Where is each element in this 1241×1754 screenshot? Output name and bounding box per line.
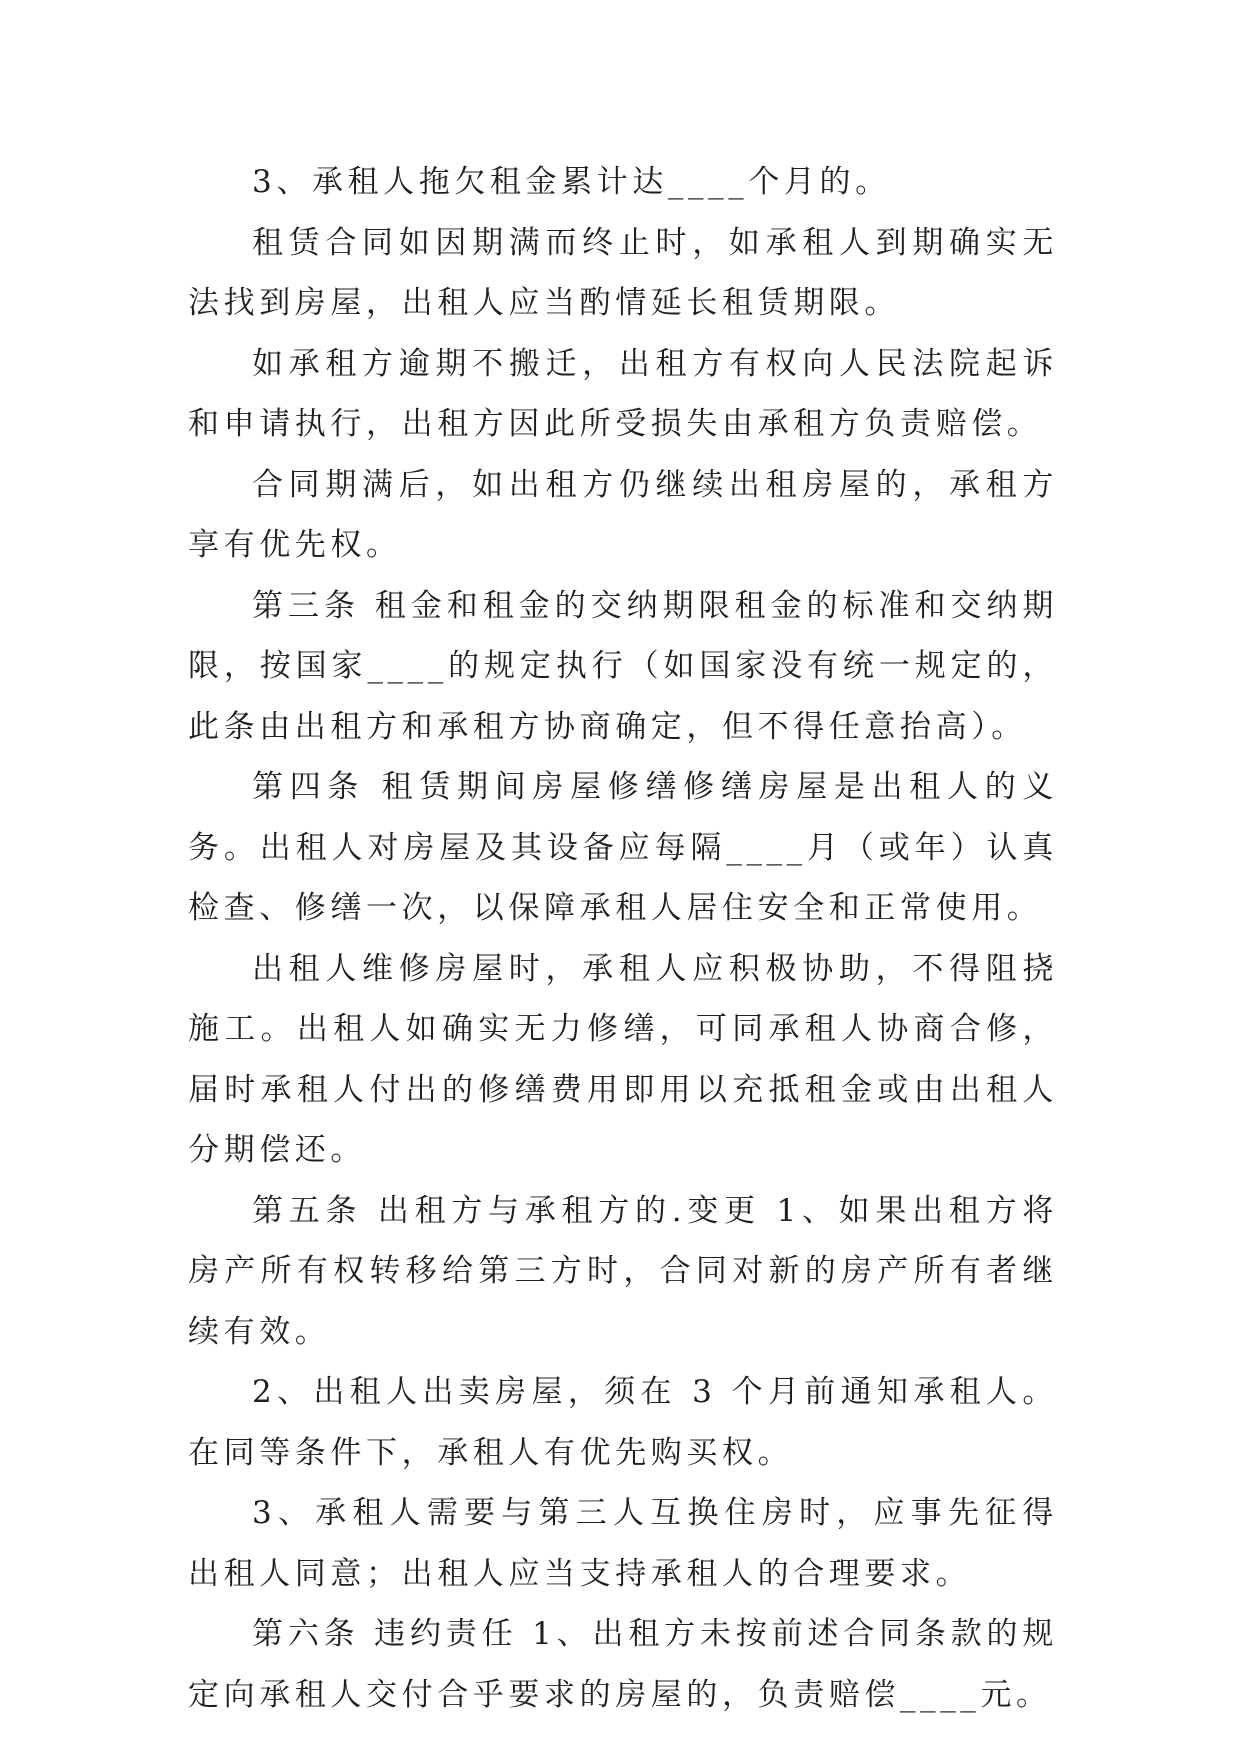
- paragraph-article-6-liability: 第六条 违约责任 1、出租方未按前述合同条款的规定向承租人交付合乎要求的房屋的，负责赔偿____元。: [188, 1616, 1058, 1713]
- paragraph-housing-exchange: 3、承租人需要与第三人互换住房时，应事先征得出租人同意；出租人应当支持承租人的合理要求。: [188, 1495, 1058, 1592]
- paragraph-article-4-repairs: 第四条 租赁期间房屋修缮修缮房屋是出租人的义务。出租人对房屋及其设备应每隔____月（或年）认真检查、修缮一次，以保障承租人居住安全和正常使用。: [188, 769, 1058, 926]
- paragraph-arrears-clause: 3、承租人拖欠租金累计达____个月的。: [252, 164, 891, 200]
- paragraph-repair-cooperation: 出租人维修房屋时，承租人应积极协助，不得阻挠施工。出租人如确实无力修缮，可同承租人协商合修，届时承租人付出的修缮费用即用以充抵租金或由出租人分期偿还。: [188, 950, 1058, 1168]
- paragraph-article-3-rent: 第三条 租金和租金的交纳期限租金的标准和交纳期限，按国家____的规定执行（如国家没有统一规定的，此条由出租方和承租方协商确定，但不得任意抬高）。: [188, 587, 1058, 745]
- paragraph-sale-notice: 2、出租人出卖房屋，须在 3 个月前通知承租人。在同等条件下，承租人有优先购买权。: [188, 1374, 1058, 1471]
- paragraph-priority-right: 合同期满后，如出租方仍继续出租房屋的，承租方享有优先权。: [188, 466, 1058, 563]
- paragraph-article-5-changes: 第五条 出租方与承租方的.变更 1、如果出租方将房产所有权转移给第三方时，合同对新的房产所有者继续有效。: [188, 1192, 1058, 1350]
- paragraph-lease-extension: 租赁合同如因期满而终止时，如承租人到期确实无法找到房屋，出租人应当酌情延长租赁期限。: [188, 224, 1058, 321]
- document-body: [188, 152, 1058, 1725]
- paragraph-overdue-relocation: 如承租方逾期不搬迁，出租方有权向人民法院起诉和申请执行，出租方因此所受损失由承租方负责赔偿。: [188, 345, 1058, 442]
